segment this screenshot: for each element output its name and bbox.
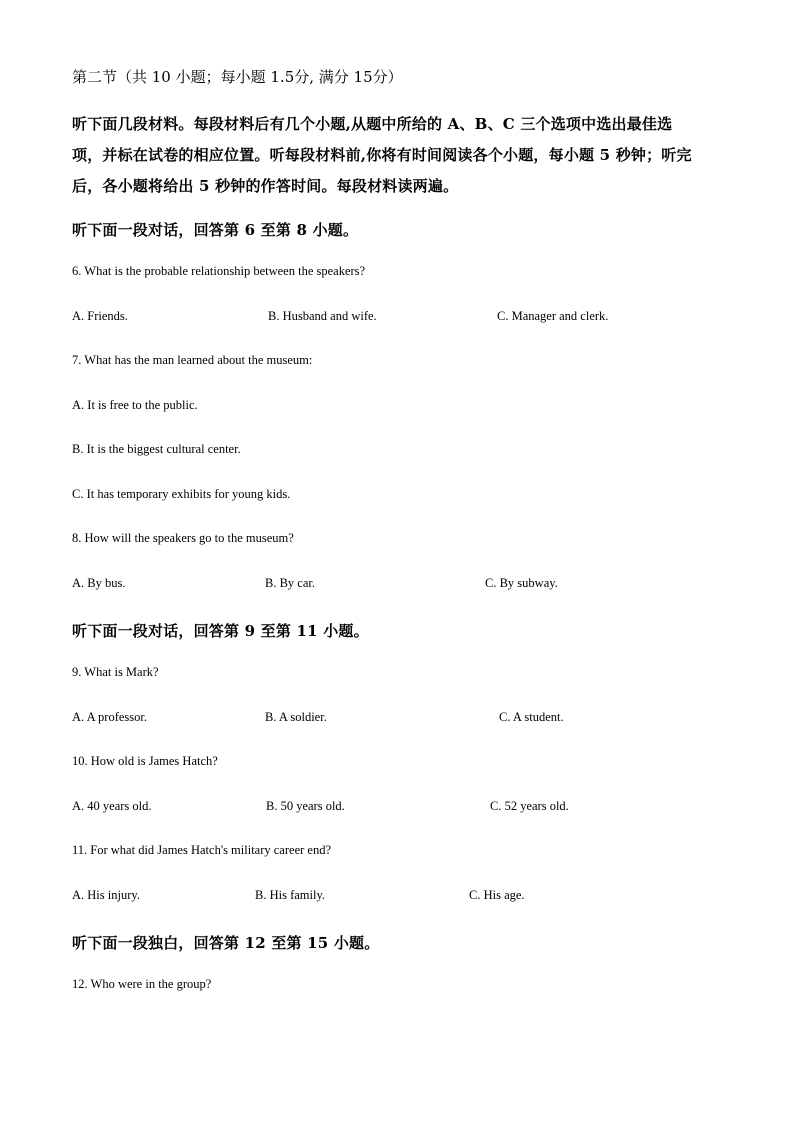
option-b[interactable]: B. 50 years old. bbox=[266, 799, 345, 813]
option-a[interactable]: A. A professor. bbox=[72, 710, 147, 724]
question-text: 12. Who were in the group? bbox=[72, 977, 212, 991]
group-heading: 听下面一段对话，回答第 9 至第 11 小题。 bbox=[72, 622, 369, 640]
instruction-line: 听下面几段材料。每段材料后有几个小题,从题中所给的 A、B、C 三个选项中选出最佳选 bbox=[72, 115, 673, 133]
question-text: 10. How old is James Hatch? bbox=[72, 754, 218, 768]
option-a[interactable]: A. It is free to the public. bbox=[72, 398, 198, 412]
group-heading: 听下面一段对话，回答第 6 至第 8 小题。 bbox=[72, 221, 359, 239]
option-b[interactable]: B. A soldier. bbox=[265, 710, 327, 724]
option-b[interactable]: B. His family. bbox=[255, 888, 326, 902]
option-a[interactable]: A. By bus. bbox=[72, 576, 126, 590]
option-c[interactable]: C. Manager and clerk. bbox=[497, 309, 609, 323]
option-b[interactable]: B. Husband and wife. bbox=[268, 309, 377, 323]
option-c[interactable]: C. A student. bbox=[499, 710, 564, 724]
instruction-line: 后，各小题将给出 5 秒钟的作答时间。每段材料读两遍。 bbox=[72, 177, 459, 195]
option-c[interactable]: C. By subway. bbox=[485, 576, 558, 590]
question-text: 11. For what did James Hatch's military career end? bbox=[72, 843, 331, 857]
option-c[interactable]: C. His age. bbox=[469, 888, 525, 902]
instruction-line: 项，并标在试卷的相应位置。听每段材料前,你将有时间阅读各个小题，每小题 5 秒钟；听完 bbox=[72, 146, 692, 164]
option-c[interactable]: C. 52 years old. bbox=[490, 799, 569, 813]
question-text: 8. How will the speakers go to the museum? bbox=[72, 531, 294, 545]
question-text: 6. What is the probable relationship between the speakers? bbox=[72, 264, 366, 278]
option-b[interactable]: B. It is the biggest cultural center. bbox=[72, 442, 241, 456]
option-b[interactable]: B. By car. bbox=[265, 576, 315, 590]
option-c[interactable]: C. It has temporary exhibits for young kids. bbox=[72, 487, 291, 501]
group-heading: 听下面一段独白，回答第 12 至第 15 小题。 bbox=[72, 934, 380, 952]
option-a[interactable]: A. Friends. bbox=[72, 309, 128, 323]
option-a[interactable]: A. His injury. bbox=[72, 888, 140, 902]
question-text: 9. What is Mark? bbox=[72, 665, 159, 679]
section-title: 第二节（共 10 小题；每小题 1.5分, 满分 15分） bbox=[72, 68, 403, 86]
question-text: 7. What has the man learned about the museum: bbox=[72, 353, 313, 367]
option-a[interactable]: A. 40 years old. bbox=[72, 799, 152, 813]
